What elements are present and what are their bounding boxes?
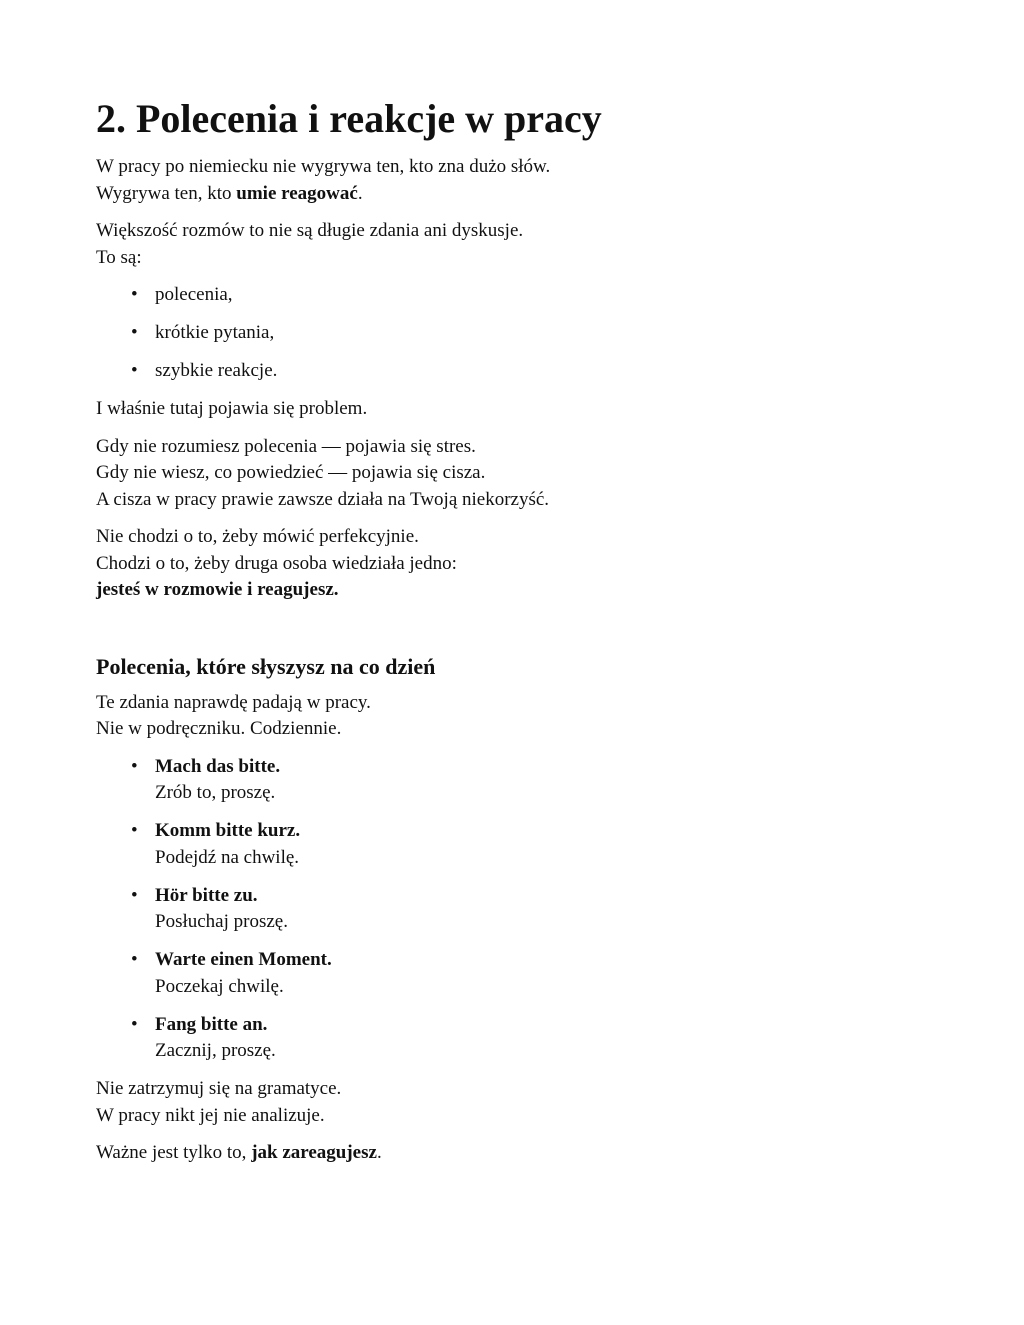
- phrase-german: Fang bitte an.: [155, 1013, 268, 1035]
- paragraph-conclusion-end: .: [376, 1142, 382, 1163]
- intro-line-2: [96, 181, 936, 208]
- list-item: [131, 320, 936, 347]
- paragraph-reacting-line-2: Chodzi o to, żeby druga osoba wiedziała jedno:: [96, 552, 457, 574]
- bullet-icon: •: [131, 884, 138, 906]
- bullet-icon: •: [131, 820, 138, 841]
- bullet-icon: •: [131, 1013, 138, 1035]
- phrase-item: [131, 947, 936, 1000]
- phrase-item: [131, 883, 936, 936]
- phrase-german: Warte einen Moment.: [155, 949, 332, 970]
- paragraph-conclusion: [96, 1140, 936, 1167]
- phrase-item: [131, 1012, 936, 1065]
- phrase-item: [131, 754, 936, 807]
- list-item-text: szybkie reakcje.: [155, 360, 278, 381]
- phrase-polish: Posłuchaj proszę.: [155, 911, 288, 932]
- paragraph-conclusion-text: Ważne jest tylko to,: [96, 1142, 252, 1163]
- paragraph-stress-line-1: Gdy nie rozumiesz polecenia — pojawia się stres.: [96, 435, 476, 457]
- intro-line-1: W pracy po niemiecku nie wygrywa ten, kto zna dużo słów.: [96, 156, 551, 177]
- paragraph-daily: [96, 690, 936, 743]
- conversation-types-list: [96, 282, 936, 385]
- paragraph-reacting-line-1: Nie chodzi o to, żeby mówić perfekcyjnie.: [96, 526, 419, 547]
- paragraph-conclusion-emphasis: jak zareagujesz: [251, 1142, 377, 1163]
- phrase-polish: Zrób to, proszę.: [155, 782, 276, 803]
- phrase-polish: Poczekaj chwilę.: [155, 975, 284, 997]
- bullet-icon: •: [131, 322, 138, 343]
- paragraph-conversations-line-2: To są:: [96, 246, 142, 268]
- intro-line-2-text: Wygrywa ten, kto: [96, 182, 237, 204]
- paragraph-problem: I właśnie tutaj pojawia się problem.: [96, 398, 368, 419]
- paragraph-daily-line-1: Te zdania naprawdę padają w pracy.: [96, 691, 371, 713]
- phrases-list: [96, 754, 936, 1065]
- paragraph-reacting-emphasis: jesteś w rozmowie i reagujesz.: [96, 579, 339, 600]
- bullet-icon: •: [131, 755, 138, 777]
- list-item: [131, 282, 936, 309]
- list-item-text: krótkie pytania,: [155, 322, 275, 343]
- paragraph-conversations: [96, 218, 936, 271]
- list-item-text: polecenia,: [155, 284, 233, 305]
- paragraph-grammar-line-2: W pracy nikt jej nie analizuje.: [96, 1104, 325, 1126]
- paragraph-daily-line-2: Nie w podręczniku. Codziennie.: [96, 718, 342, 739]
- phrase-polish: Podejdź na chwilę.: [155, 846, 300, 868]
- bullet-icon: •: [131, 949, 138, 970]
- paragraph-conversations-line-1: Większość rozmów to nie są długie zdania ani dyskusje.: [96, 220, 524, 241]
- intro-line-2-end: .: [357, 182, 363, 204]
- section-title: Polecenia, które słyszysz na co dzień: [96, 653, 436, 679]
- bullet-icon: •: [131, 284, 138, 305]
- list-item: [131, 358, 936, 385]
- bullet-icon: •: [131, 360, 138, 381]
- paragraph-stress-line-2: Gdy nie wiesz, co powiedzieć — pojawia się cisza.: [96, 462, 486, 483]
- page-title: 2. Polecenia i reakcje w pracy: [96, 96, 602, 141]
- phrase-german: Komm bitte kurz.: [155, 820, 301, 841]
- phrase-german: Hör bitte zu.: [155, 884, 258, 906]
- paragraph-grammar: [96, 1076, 936, 1129]
- document-page: [96, 94, 936, 1178]
- phrase-german: Mach das bitte.: [155, 755, 281, 777]
- intro-emphasis: umie reagować: [236, 182, 358, 204]
- phrase-item: [131, 818, 936, 871]
- intro-paragraph: [96, 154, 936, 207]
- paragraph-grammar-line-1: Nie zatrzymuj się na gramatyce.: [96, 1078, 342, 1099]
- phrase-polish: Zacznij, proszę.: [155, 1040, 276, 1061]
- paragraph-stress: [96, 434, 936, 514]
- paragraph-reacting: [96, 524, 936, 604]
- paragraph-stress-line-3: A cisza w pracy prawie zawsze działa na Twoją niekorzyść.: [96, 488, 550, 510]
